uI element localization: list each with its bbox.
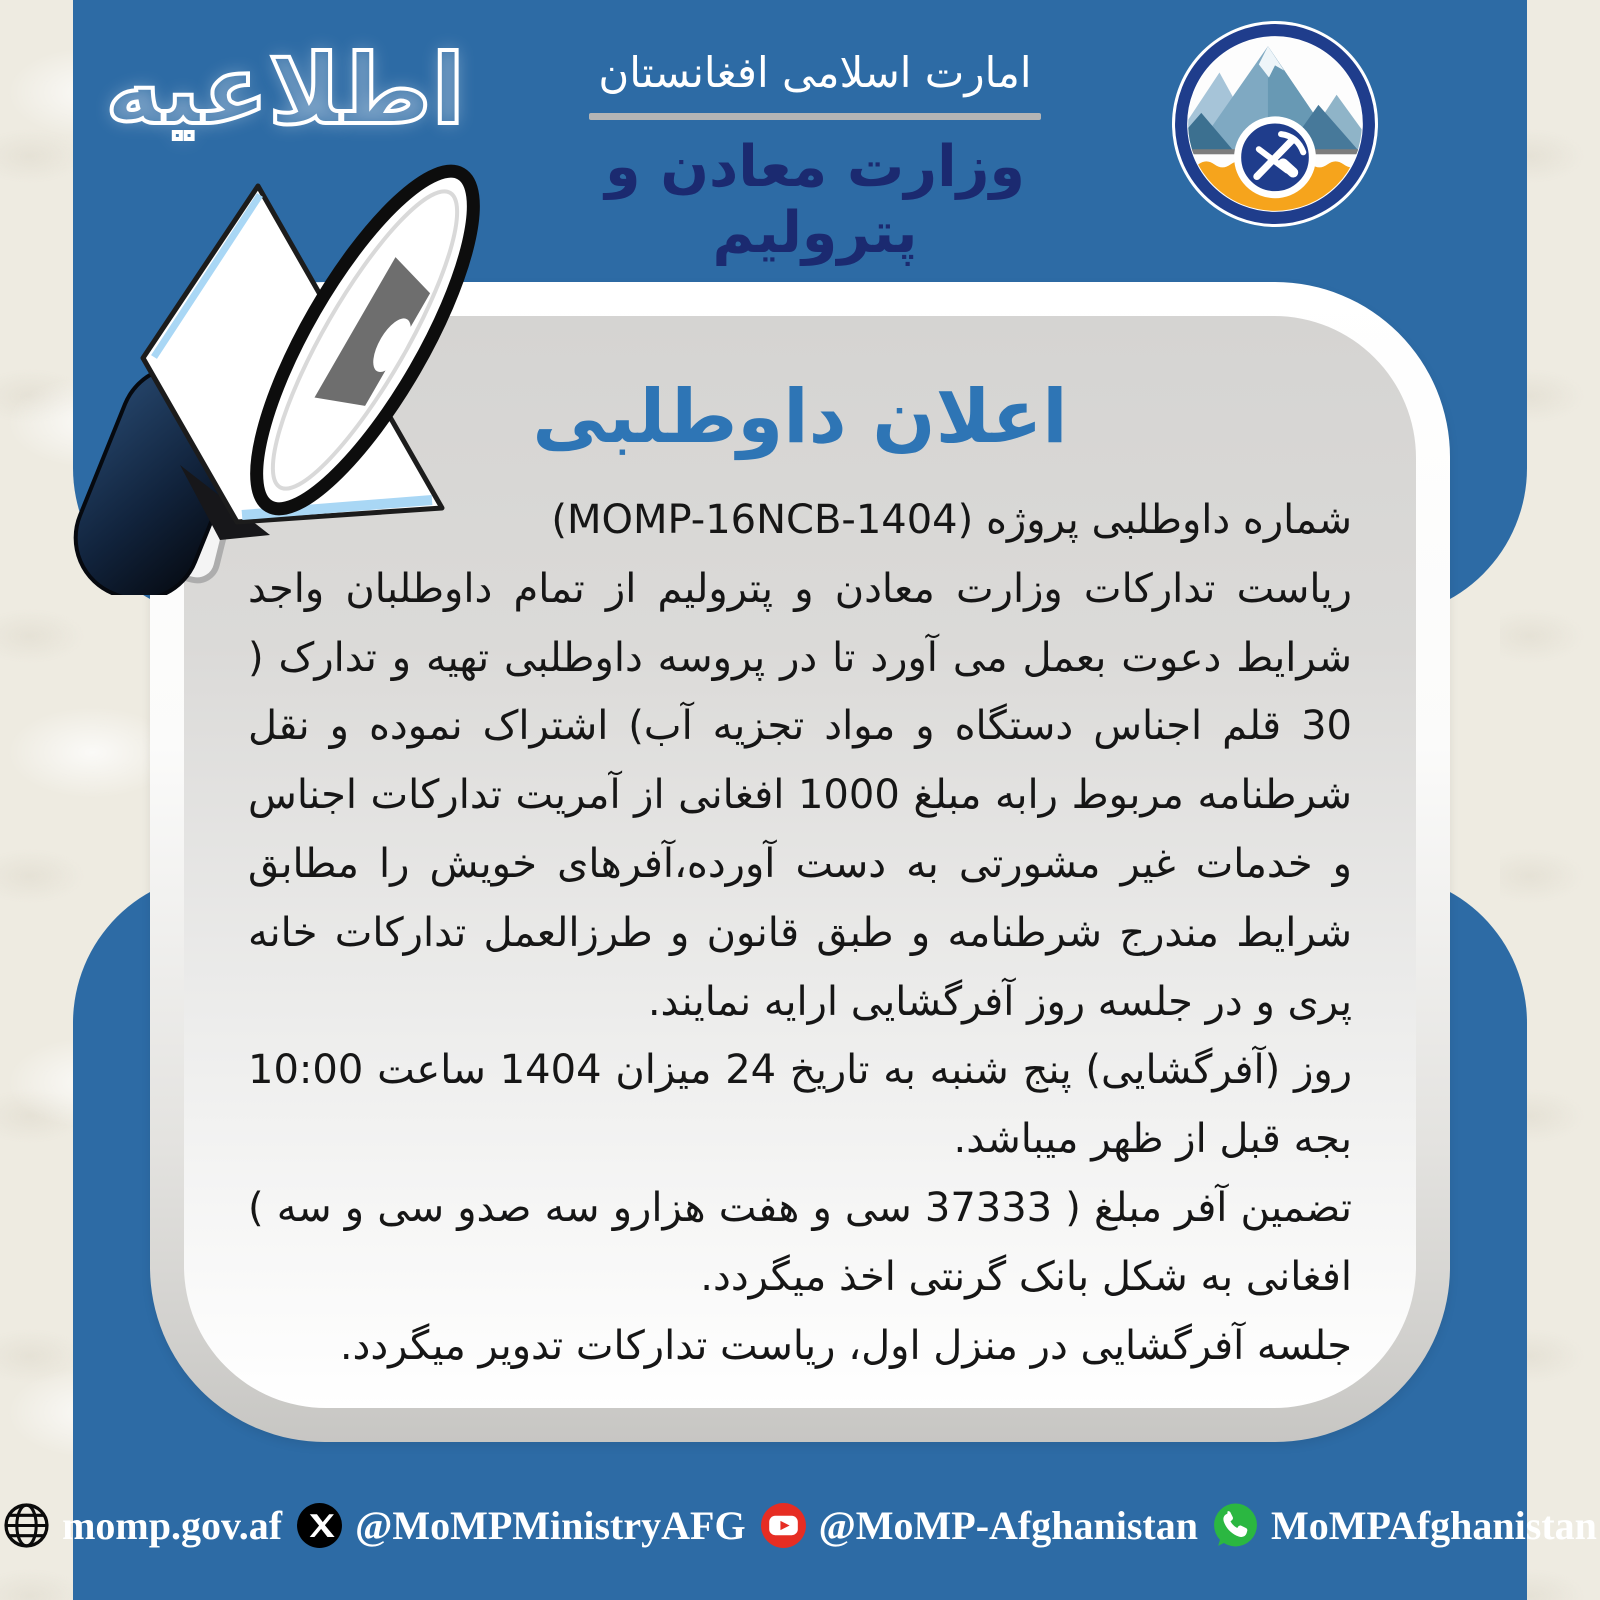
body-paragraph: تضمین آفر مبلغ ( 37333 سی و هفت هزارو سه صدو سی و سه ) افغانی به شکل بانک گرنتی اخذ میگردد. [248, 1184, 1353, 1300]
youtube-icon [760, 1502, 807, 1549]
globe-icon [3, 1502, 50, 1549]
x-icon [296, 1502, 343, 1549]
whatsapp-item [1212, 1502, 1597, 1549]
announcement-badge: اطلاعیه [105, 34, 465, 146]
body-paragraph: ریاست تدارکات وزارت معادن و پترولیم از تمام داوطلبان واجد شرایط دعوت بعمل می آورد تا در پروسه داوطلبی تهیه و تدارک ( 30 قلم اجناس دستگاه و مواد تجزیه آب) اشتراک نموده و نقل شرطنامه مربوط رابه مبلغ 1000 افغانی از آمریت تدارکات اجناس و خدمات غیر مشورتی به دست آورده،آفرهای خویش را مطابق شرایط مندرج شرطنامه و طبق قانون و طرزالعمل تدارکات خانه پری و در جلسه روز آفرگشایی ارایه نمایند. [248, 565, 1352, 1025]
whatsapp-icon [1212, 1502, 1259, 1549]
x-item [296, 1502, 745, 1549]
whatsapp-handle-label: MoMPAfghanistan [1270, 1502, 1597, 1548]
body-paragraph: شماره داوطلبی پروژه (MOMP-16NCB-1404) [551, 497, 1352, 543]
body-paragraph: جلسه آفرگشایی در منزل اول، ریاست تدارکات تدویر میگردد. [339, 1322, 1352, 1369]
ministry-logo-icon [1171, 20, 1379, 228]
tender-text [248, 486, 1352, 1380]
megaphone-icon [30, 135, 510, 595]
header-divider [589, 113, 1041, 120]
website-item [3, 1502, 282, 1549]
ministry-title: وزارت معادن و پترولیم [605, 134, 1025, 266]
body-paragraph: روز (آفرگشایی) پنج شنبه به تاریخ 24 میزان 1404 ساعت 10:00 بجه قبل از ظهر میباشد. [248, 1047, 1353, 1163]
social-bar [62, 1482, 1597, 1568]
website-label: momp.gov.af [62, 1502, 283, 1548]
tender-title: اعلان داوطلبی [532, 374, 1068, 460]
header-titles [505, 48, 1125, 266]
emirate-title: امارت اسلامی افغانستان [598, 48, 1032, 97]
youtube-handle-label: @MoMP-Afghanistan [818, 1502, 1198, 1548]
x-handle-label: @MoMPMinistryAFG [355, 1502, 746, 1548]
youtube-item [760, 1502, 1198, 1549]
